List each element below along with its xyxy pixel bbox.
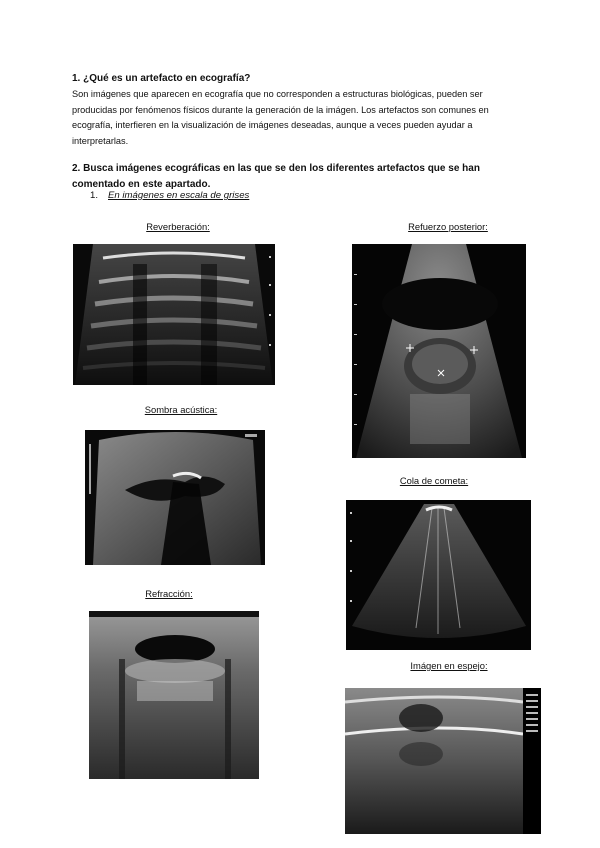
section-1-title: 1. ¿Qué es un artefacto en ecografía? bbox=[72, 73, 251, 84]
section-1-body: Son imágenes que aparecen en ecografía que no corresponden a estructuras biológicas, pueden ser producidas por fenómenos físicos durante la generación de la imágen. Los artefactos son comunes en ecografía, interfieren en la visualización de imágenes deseadas, aunque a veces pueden ayudar a interpretarlas. bbox=[72, 89, 489, 146]
caption-sombra: Sombra acústica: bbox=[144, 404, 218, 415]
caption-refraccion: Refracción: bbox=[145, 588, 193, 599]
ultrasound-mirror-image bbox=[345, 688, 541, 834]
caption-espejo: Imágen en espejo: bbox=[410, 660, 488, 671]
section-2-title: 2. Busca imágenes ecográficas en las que se den los diferentes artefactos que se han comentado en este apartado. bbox=[72, 163, 480, 190]
ultrasound-acoustic-shadow-image bbox=[85, 430, 265, 565]
ultrasound-reverberation-image bbox=[73, 244, 275, 385]
ultrasound-posterior-enhancement-image bbox=[352, 244, 526, 458]
caption-refuerzo: Refuerzo posterior: bbox=[408, 221, 488, 232]
subitem-label: En imágenes en escala de grises bbox=[108, 190, 250, 201]
caption-reverberacion: Reverberación: bbox=[146, 221, 210, 232]
ultrasound-comet-tail-image bbox=[346, 500, 531, 650]
caption-cola: Cola de cometa: bbox=[399, 475, 469, 486]
subitem-number: 1. bbox=[90, 190, 99, 201]
subitem bbox=[90, 190, 249, 201]
ultrasound-refraction-image bbox=[89, 611, 259, 779]
